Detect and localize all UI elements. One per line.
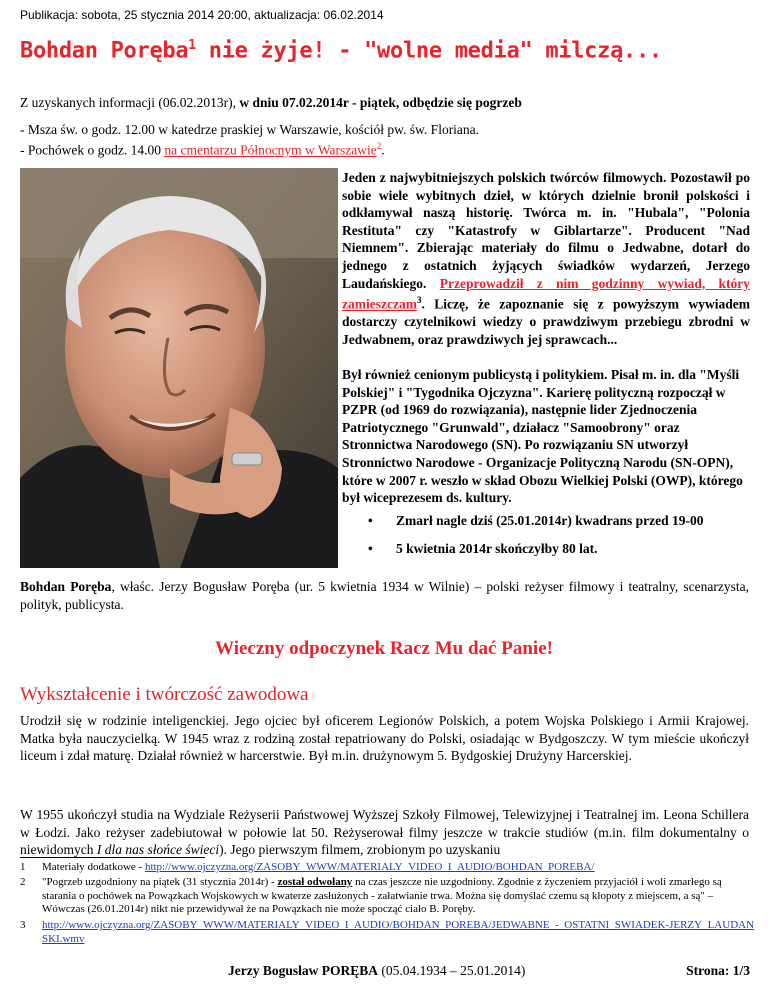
- highlight-text: Jeden z najwybitniejszych polskich twórców filmowych. Pozostawił po sobie wiele wybitnych dzieł, w których dzielnie bronił polskości i odkłamywał naszą historię. Twórca m. in. "Hubala", "Polonia Restituta" czy "Katastrofy w Giblartarze". Producent "Nad Niemnem". Zbierając materiały do filmu o Jedwabne, dotarł do jednego z ostatnich żyjących świadków wydarzeń, Jerzego Laudańskiego.: [342, 170, 750, 291]
- footnote-number: 1: [20, 861, 26, 873]
- interview-footnote-ref[interactable]: 3: [416, 295, 422, 306]
- burial-text: - Pochówek o godz. 14.00: [20, 142, 165, 158]
- bio-text: , właśc. Jerzy Bogusław Poręba (ur. 5 kwietnia 1934 w Wilnie) – polski reżyser filmowy i teatralny, scenarzysta, polityk, publicysta.: [20, 579, 749, 612]
- interview-link[interactable]: Przeprowadził z nim godzinny wywiad, który zamieszczam: [342, 275, 751, 312]
- footer-dates: (05.04.1934 – 25.01.2014): [378, 963, 526, 978]
- political-career: Był również cenionym publicystą i politykiem. Pisał m. in. dla "Myśli Polskiej" i "Tygodnika Ojczyzna". Karierę polityczną rozpoczął w PZPR (od 1969 do rozwiązania), następnie lider Zjednoczenia Patriotycznego "Grunwald", działacz "Samoobrony" oraz Stronnictwa Narodowego (SN). Po rozwiązaniu SN utworzył Stronnictwo Narodowe - Organizacje Polityczną Narodu (SN-OPN), które w 2007 r. weszło w skład Obozu Wielkiej Polski (OWP), którego był wiceprezesem ds. kultury.: [342, 367, 743, 506]
- footer-name: [228, 963, 525, 979]
- studies-text-end: ). Jego pierwszym filmem, zrobionym po uzyskaniu: [219, 842, 501, 857]
- film-title: I dla nas słońce świeci: [96, 842, 220, 857]
- footnote-2: [20, 876, 755, 918]
- death-notice: Zmarł nagle dziś (25.01.2014r) kwadrans przed 19-00: [396, 513, 704, 528]
- studies-paragraph: [20, 806, 749, 859]
- bio-name: Bohdan Poręba: [20, 579, 112, 594]
- title-footnote-ref[interactable]: 1: [188, 38, 196, 53]
- prayer-line: Wieczny odpoczynek Racz Mu dać Panie!: [215, 638, 553, 659]
- footnote-text-end: na czas jeszcze nie uzgodniony. Zgodnie z życzeniem przyjaciół i woli zmarłego są starania o pochówek na Powązkach Wojskowych w kwaterze zasłużonych - załatwianie trwa. Można się domyślać czemu są kłopoty z miejscem, a są" – Wówczas (26.01.2014r) nikt nie przewidywał że na Powązkach nie może spocząć ciało B. Poręby.: [42, 876, 722, 915]
- burial-footnote-ref[interactable]: 2: [376, 141, 382, 151]
- biography-highlight: [342, 169, 750, 348]
- portrait-photo: [20, 168, 338, 568]
- cancelled-note: został odwołany: [277, 876, 353, 888]
- cemetery-link[interactable]: na cmentarzu Północnym w Warszawie: [164, 142, 377, 158]
- studies-text: W 1955 ukończył studia na Wydziale Reżyserii Państwowej Wyższej Szkoły Filmowej, Telewizyjnej i Teatralnej im. Leona Schillera w Łodzi. Jako reżyser zadebiutował w połowie lat 50. Reżyserował filmy jeszcze w trakcie studiów (m.in. film dokumentalny o niewidomych: [20, 807, 749, 857]
- education-paragraph: Urodził się w rodzinie inteligenckiej. Jego ojciec był oficerem Legionów Polskich, a potem Wojska Polskiego i Armii Krajowej. Matka była nauczycielką. W 1945 wraz z rodziną został repatriowany do Polski, osiadając w Bydgoszczy. W tym mieście ukończył liceum i zdał maturę. Działał również w harcerstwie. Był m.in. drużynowym 5. Bydgoskiej Drużyny Harcerskiej.: [20, 713, 749, 763]
- page-title: [20, 38, 662, 63]
- highlight-conclusion: . Liczę, że zapoznanie się z powyższym wywiadem dostarczy czytelnikowi wiedzy o prawdziwym przebiegu zbrodni w Jedwabnem, oraz prawdziwych jej sprawcach...: [342, 296, 750, 347]
- footnote-3: [20, 919, 755, 947]
- intro-text: Z uzyskanych informacji (06.02.2013r),: [20, 95, 240, 110]
- bullet-icon: •: [368, 513, 373, 528]
- burial-info: [20, 138, 385, 159]
- footer-person: Jerzy Bogusław PORĘBA: [228, 963, 378, 978]
- burial-period: .: [381, 142, 385, 158]
- footnote-1: [20, 861, 755, 875]
- portrait-illustration: [20, 168, 338, 568]
- footnote-divider: [20, 857, 205, 858]
- birthday-notice: 5 kwietnia 2014r skończyłby 80 lat.: [396, 541, 598, 556]
- materials-link[interactable]: http://www.ojczyzna.org/ZASOBY_WWW/MATERIALY_VIDEO_I_AUDIO/BOHDAN_POREBA/: [144, 861, 595, 873]
- title-rest: nie żyje! - "wolne media" milczą...: [195, 38, 662, 64]
- interview-video-link[interactable]: http://www.ojczyzna.org/ZASOBY_WWW/MATERIALY_VIDEO_I_AUDIO/BOHDAN_POREBA/JEDWABNE_-_OSTATNI_SWIADEK-JERZY_LAUDANSKI.wmv: [42, 919, 755, 945]
- title-name: Bohdan Poręba: [20, 38, 189, 64]
- page-number: Strona: 1/3: [686, 963, 750, 978]
- mass-info: - Msza św. o godz. 12.00 w katedrze praskiej w Warszawie, kościół pw. św. Floriana.: [20, 122, 480, 137]
- footnote-number: 3: [20, 919, 26, 931]
- footnote-text: Materiały dodatkowe -: [42, 861, 145, 873]
- intro-funeral-date: w dniu 07.02.2014r - piątek, odbędzie się pogrzeb: [239, 95, 522, 110]
- bullet-icon: •: [368, 541, 373, 556]
- footnote-text: "Pogrzeb uzgodniony na piątek (31 stycznia 2014r) -: [42, 876, 278, 888]
- intro-line: [20, 94, 522, 111]
- footnote-number: 2: [20, 876, 26, 888]
- bio-summary: [20, 578, 749, 613]
- publication-meta: Publikacja: sobota, 25 stycznia 2014 20:00, aktualizacja: 06.02.2014: [20, 8, 384, 22]
- section-heading: Wykształcenie i twórczość zawodowa: [20, 684, 309, 705]
